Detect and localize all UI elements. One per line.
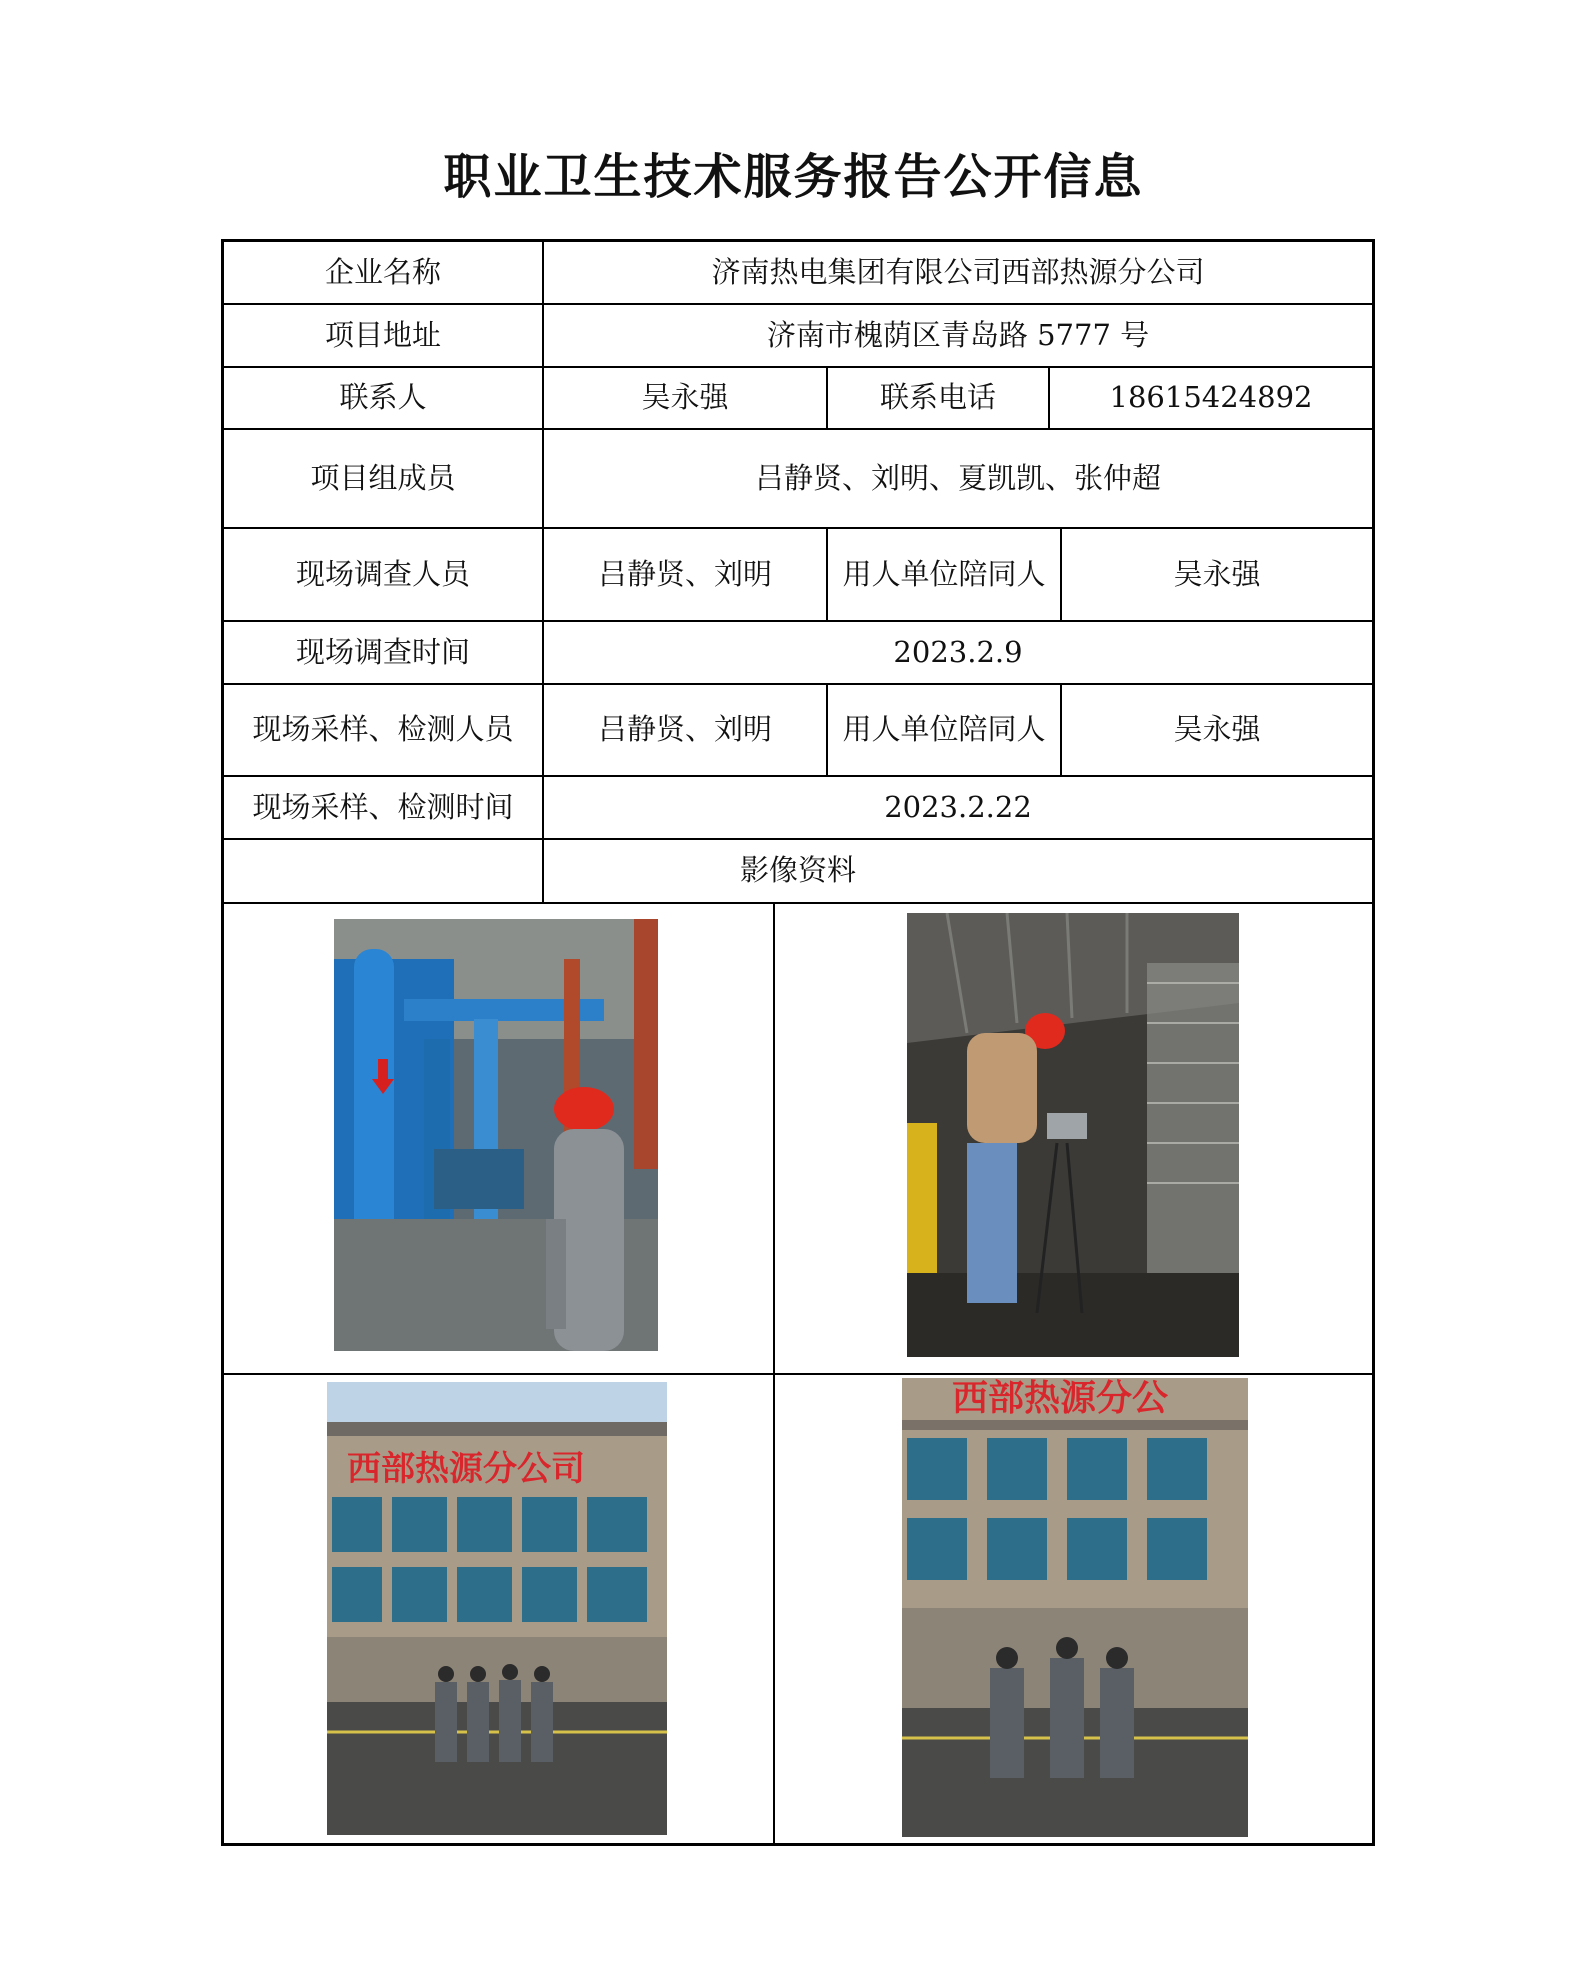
photo-instrument-worker — [907, 913, 1239, 1357]
address-value: 济南市槐荫区青岛路 5777 号 — [766, 317, 1150, 352]
page-title: 职业卫生技术服务报告公开信息 — [443, 149, 1144, 205]
contact-label: 联系人 — [339, 380, 427, 415]
building-sign-2: 西部热源分公 — [952, 1378, 1169, 1418]
survey-staff-label: 现场调查人员 — [295, 556, 470, 591]
phone-label: 联系电话 — [879, 380, 996, 415]
survey-time-value: 2023.2.9 — [893, 634, 1023, 669]
survey-staff-value: 吕静贤、刘明 — [597, 556, 772, 591]
images-label: 影像资料 — [739, 853, 856, 888]
address-label: 项目地址 — [324, 317, 441, 352]
survey-escort-value: 吴永强 — [1173, 556, 1261, 591]
photo-building-group-1 — [327, 1382, 667, 1835]
photo-building-group-2 — [902, 1378, 1248, 1837]
building-sign-1: 西部热源分公司 — [347, 1451, 585, 1488]
survey-time-label: 现场调查时间 — [295, 634, 470, 669]
sampling-escort-label: 用人单位陪同人 — [842, 712, 1046, 747]
info-table — [221, 239, 1375, 1846]
company-label: 企业名称 — [324, 254, 441, 289]
sampling-staff-value: 吕静贤、刘明 — [597, 712, 772, 747]
phone-value: 18615424892 — [1109, 380, 1313, 415]
sampling-escort-value: 吴永强 — [1173, 712, 1261, 747]
members-value: 吕静贤、刘明、夏凯凯、张仲超 — [754, 460, 1161, 495]
survey-escort-label: 用人单位陪同人 — [842, 556, 1046, 591]
contact-value: 吴永强 — [641, 380, 729, 415]
photo-pipes-worker — [334, 919, 658, 1351]
sampling-staff-label: 现场采样、检测人员 — [252, 712, 514, 747]
sampling-time-label: 现场采样、检测时间 — [252, 789, 514, 824]
company-value: 济南热电集团有限公司西部热源分公司 — [711, 254, 1205, 289]
sampling-time-value: 2023.2.22 — [884, 789, 1032, 824]
members-label: 项目组成员 — [310, 460, 456, 495]
